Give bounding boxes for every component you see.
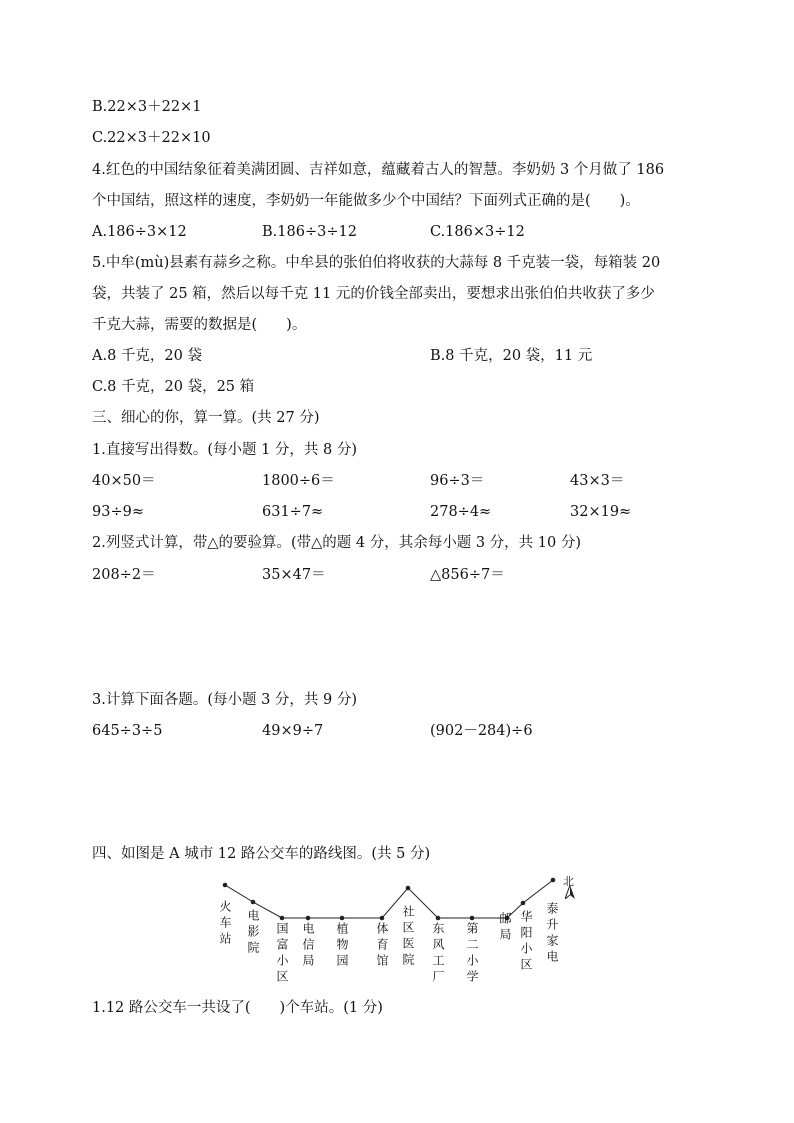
mixed-calc-item: 645÷3÷5 <box>92 723 163 739</box>
mixed-calc-item: 49×9÷7 <box>262 723 324 739</box>
calc-item: 43×3＝ <box>570 473 625 489</box>
station-label: 电信局 <box>301 922 315 970</box>
q4-text-line2: 个中国结，照这样的速度，李奶奶一年能做多少个中国结？下面列式正确的是( )。 <box>92 193 640 209</box>
part-2-title: 2.列竖式计算，带△的要验算。(带△的题 4 分，其余每小题 3 分，共 10 分) <box>92 535 582 551</box>
station-label: 邮局 <box>498 912 512 944</box>
station-label: 社区医院 <box>401 905 415 969</box>
q4-option-c: C.186×3÷12 <box>430 224 525 240</box>
calc-item: 93÷9≈ <box>92 504 144 520</box>
calc-item: 32×19≈ <box>570 504 632 520</box>
part-3-title: 3.计算下面各题。(每小题 3 分，共 9 分) <box>92 692 358 708</box>
q3-option-b: B.22×3＋22×1 <box>92 99 202 115</box>
q5-option-c: C.8 千克，20 袋，25 箱 <box>92 379 255 395</box>
section-4-q1: 1.12 路公交车一共设了( )个车站。(1 分) <box>92 1000 383 1016</box>
calc-item: 631÷7≈ <box>262 504 324 520</box>
calc-item: 40×50＝ <box>92 473 156 489</box>
station-label: 国富小区 <box>275 922 289 986</box>
vertical-calc-item: 208÷2＝ <box>92 567 156 583</box>
station-label: 火车站 <box>218 900 232 948</box>
mixed-calc-item: (902－284)÷6 <box>430 723 533 739</box>
section-3-title: 三、细心的你，算一算。(共 27 分) <box>92 410 320 426</box>
q5-text-line1: 5.中牟(mù)县素有蒜乡之称。中牟县的张伯伯将收获的大蒜每 8 千克装一袋，每箱装 20 <box>92 255 661 271</box>
q3-option-c: C.22×3＋22×10 <box>92 130 211 146</box>
section-4-title: 四、如图是 A 城市 12 路公交车的路线图。(共 5 分) <box>92 846 431 862</box>
q5-option-a: A.8 千克，20 袋 <box>92 348 202 364</box>
vertical-calc-item: 35×47＝ <box>262 567 326 583</box>
north-arrow-icon <box>565 885 575 899</box>
station-label: 电影院 <box>246 909 260 957</box>
q4-text-line1: 4.红色的中国结象征着美满团圆、吉祥如意，蕴藏着古人的智慧。李奶奶 3 个月做了 186 <box>92 162 665 178</box>
vertical-calc-item: △856÷7＝ <box>430 567 505 583</box>
route-line <box>210 870 590 940</box>
q4-option-b: B.186÷3÷12 <box>262 224 357 240</box>
station-label: 东风工厂 <box>431 922 445 986</box>
q5-text-line2: 袋，共装了 25 箱，然后以每千克 11 元的价钱全部卖出，要想求出张伯伯共收获了多少 <box>92 286 655 302</box>
station-label: 第二小学 <box>465 922 479 986</box>
station-label: 体育馆 <box>375 922 389 970</box>
calc-item: 1800÷6＝ <box>262 473 335 489</box>
station-label: 植物园 <box>335 922 349 970</box>
q5-text-line3: 千克大蒜，需要的数据是( )。 <box>92 317 307 333</box>
q5-option-b: B.8 千克，20 袋，11 元 <box>430 348 593 364</box>
north-label: 北 <box>563 875 574 888</box>
calc-item: 278÷4≈ <box>430 504 492 520</box>
calc-item: 96÷3＝ <box>430 473 485 489</box>
station-label: 泰升家电 <box>545 902 559 966</box>
q4-option-a: A.186÷3×12 <box>92 224 187 240</box>
station-label: 华阳小区 <box>519 910 533 974</box>
part-1-title: 1.直接写出得数。(每小题 1 分，共 8 分) <box>92 442 358 458</box>
